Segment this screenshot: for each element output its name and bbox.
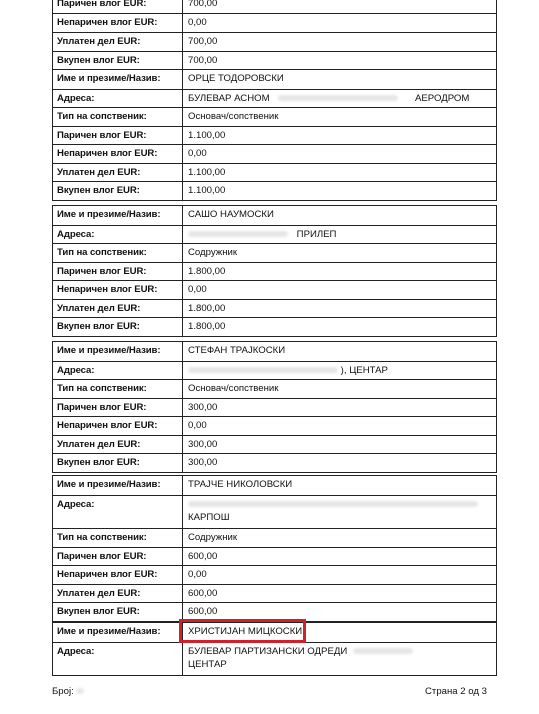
row-monetary (53, 0, 496, 13)
owner-address (183, 496, 496, 528)
owner-type: Основач/сопственик (188, 383, 279, 394)
value: 700,00 (188, 36, 218, 47)
owner-name: ОРЦЕ ТОДОРОВСКИ (188, 73, 284, 84)
value: 300,00 (188, 402, 218, 413)
label: Непаричен влог EUR: (53, 566, 183, 584)
address-street: БУЛЕВАР ПАРТИЗАНСКИ ОДРЕДИ (188, 646, 348, 657)
redaction (188, 501, 478, 507)
label: Паричен влог EUR: (53, 127, 183, 144)
owner-name: ТРАЈЧЕ НИКОЛОВСКИ (188, 479, 293, 490)
label: Непаричен влог EUR: (53, 281, 183, 299)
row-nonmonetary (53, 13, 496, 32)
redaction (353, 648, 413, 654)
label: Адреса: (53, 90, 183, 107)
redaction (188, 231, 288, 237)
label: Адреса: (53, 226, 183, 243)
label: Име и презиме/Назив: (53, 70, 183, 89)
label: Вкупен влог EUR: (53, 454, 183, 472)
owner-type: Содружник (188, 532, 238, 543)
label: Паричен влог EUR: (53, 548, 183, 565)
value: 0,00 (188, 17, 207, 28)
label: Паричен влог EUR: (53, 0, 183, 13)
value: 600,00 (188, 588, 218, 599)
value: 300,00 (188, 457, 218, 468)
owner-block-3 (52, 341, 497, 473)
label: Име и презиме/Назив: (53, 206, 183, 225)
label: Тип на сопственик: (53, 244, 183, 262)
value: 0,00 (188, 420, 207, 431)
redaction (76, 688, 84, 694)
owner-name: САШО НАУМОСКИ (188, 209, 274, 220)
label: Паричен влог EUR: (53, 399, 183, 416)
owner-block-2 (52, 205, 497, 337)
label: Име и презиме/Назив: (53, 342, 183, 361)
owner-block-0 (52, 0, 497, 70)
label: Вкупен влог EUR: (53, 52, 183, 69)
label: Уплатен дел EUR: (53, 300, 183, 317)
label: Име и презиме/Назив: (53, 476, 183, 495)
owner-address (183, 226, 496, 243)
label: Вкупен влог EUR: (53, 182, 183, 200)
label: Адреса: (53, 362, 183, 379)
value: 1.100,00 (188, 130, 226, 141)
label: Уплатен дел EUR: (53, 436, 183, 453)
value: 0,00 (188, 569, 207, 580)
label: Вкупен влог EUR: (53, 603, 183, 621)
value: 1.800,00 (188, 321, 226, 332)
label: Име и презиме/Назив: (53, 623, 183, 642)
owner-address (183, 643, 496, 675)
highlight-box (179, 619, 306, 643)
owner-address (183, 90, 496, 107)
value: 700,00 (188, 0, 218, 9)
value: 0,00 (188, 284, 207, 295)
value: 1.800,00 (188, 303, 226, 314)
owner-block-4 (52, 475, 497, 622)
value: 600,00 (188, 606, 218, 617)
address-city: ПРИЛЕП (296, 229, 337, 240)
label: Паричен влог EUR: (53, 263, 183, 280)
owner-type: Содружник (188, 247, 238, 258)
value: 1.100,00 (188, 185, 226, 196)
label: Тип на сопственик: (53, 529, 183, 547)
label: Адреса: (53, 496, 183, 528)
label: Непаричен влог EUR: (53, 145, 183, 163)
value: 1.100,00 (188, 167, 226, 178)
owner-block-1 (52, 69, 497, 201)
row-paid (53, 32, 496, 51)
owner-type: Основач/сопственик (188, 111, 279, 122)
value: 300,00 (188, 439, 218, 450)
owner-name: СТЕФАН ТРАЈКОСКИ (188, 345, 286, 356)
label: Уплатен дел EUR: (53, 585, 183, 602)
value: 700,00 (188, 55, 218, 66)
document-number-label: Број: (52, 686, 77, 697)
label: Уплатен дел EUR: (53, 33, 183, 51)
label: Тип на сопственик: (53, 380, 183, 398)
value: 600,00 (188, 551, 218, 562)
redaction (278, 95, 398, 101)
address-municipality: КАРПОШ (188, 512, 230, 523)
row-total (53, 51, 496, 69)
owner-address (183, 362, 496, 379)
page-number: Страна 2 од 3 (425, 686, 488, 697)
label: Уплатен дел EUR: (53, 164, 183, 181)
address-municipality: ЦЕНТАР (188, 659, 227, 670)
label: Вкупен влог EUR: (53, 318, 183, 336)
value: 0,00 (188, 148, 207, 159)
label: Адреса: (53, 643, 183, 675)
label: Непаричен влог EUR: (53, 417, 183, 435)
label: Тип на сопственик: (53, 108, 183, 126)
value: 1.800,00 (188, 266, 226, 277)
label: Непаричен влог EUR: (53, 14, 183, 32)
address-street: БУЛЕВАР АСНОМ (188, 93, 270, 104)
document-number (52, 686, 84, 697)
address-municipality: АЕРОДРОМ (415, 93, 470, 104)
owner-name: ХРИСТИЈАН МИЦКОСКИ (188, 626, 303, 637)
redaction (188, 367, 338, 373)
address-municipality: ), ЦЕНТАР (340, 365, 388, 376)
